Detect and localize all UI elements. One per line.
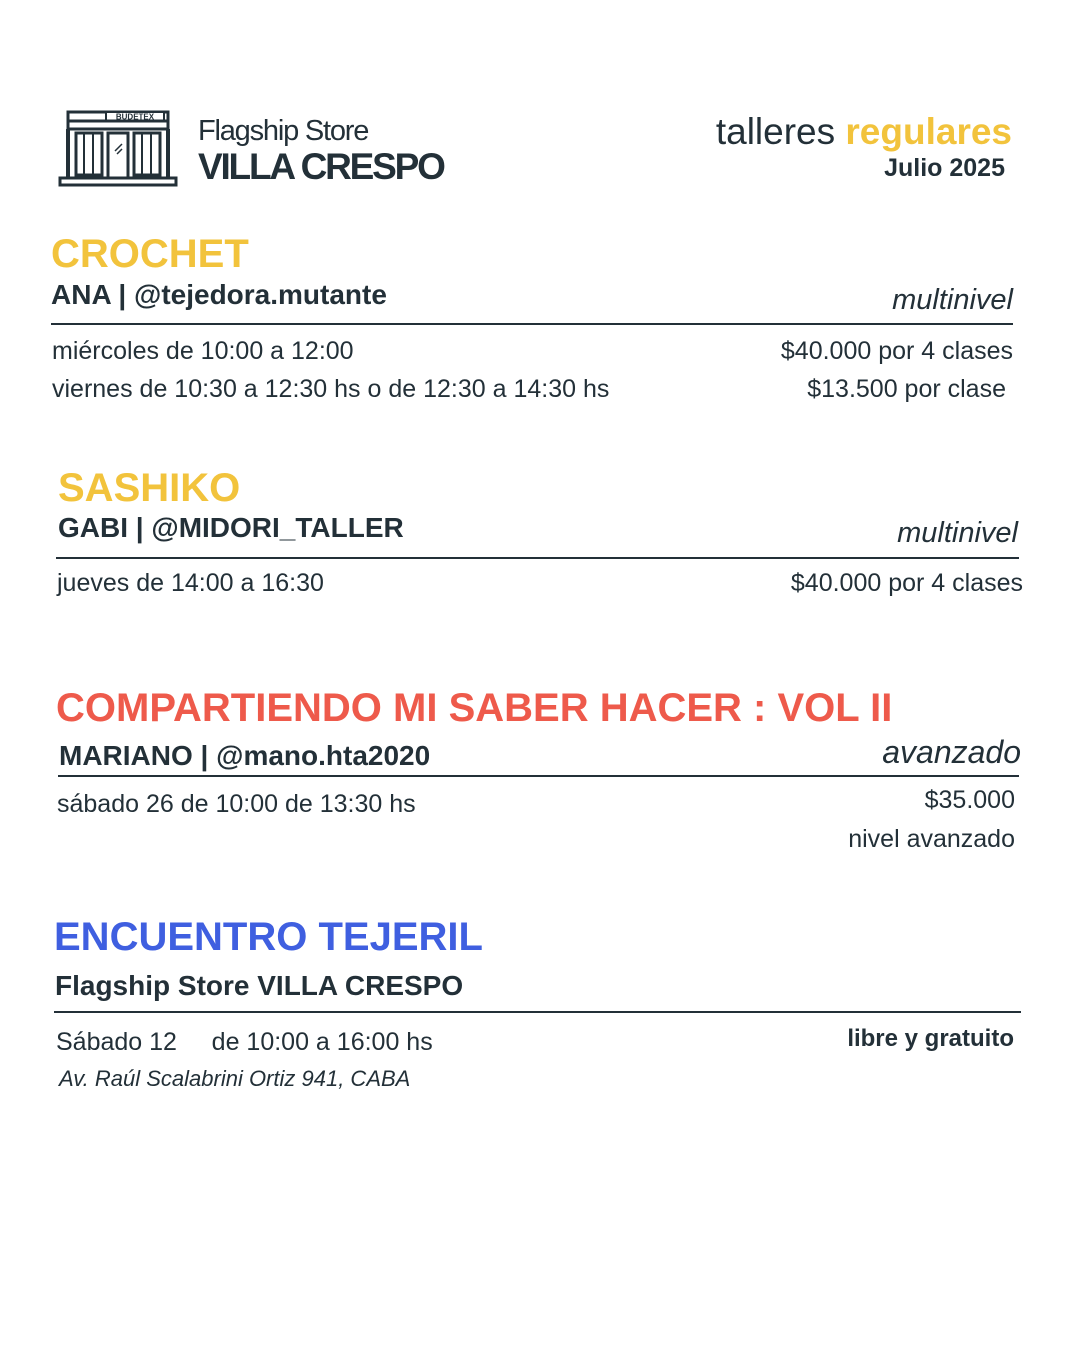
workshop-teacher-compartiendo: MARIANO | @mano.hta2020 xyxy=(59,740,431,771)
workshop-level-note-compartiendo: nivel avanzado xyxy=(848,825,1015,853)
title-accent: regulares xyxy=(845,111,1012,152)
workshop-address-encuentro: Av. Raúl Scalabrini Ortiz 941, CABA xyxy=(59,1066,411,1091)
workshop-teacher-sashiko: GABI | @MIDORI_TALLER xyxy=(58,512,404,543)
workshop-title-compartiendo: COMPARTIENDO MI SABER HACER : VOL II xyxy=(56,686,893,730)
workshop-title-encuentro: ENCUENTRO TEJERIL xyxy=(54,915,483,959)
store-logo-icon xyxy=(58,108,178,190)
workshop-price-encuentro: libre y gratuito xyxy=(847,1025,1014,1052)
divider xyxy=(58,775,1019,777)
workshop-host-encuentro: Flagship Store VILLA CRESPO xyxy=(55,970,464,1001)
page-subtitle: Julio 2025 xyxy=(884,154,1005,182)
divider xyxy=(54,1011,1021,1013)
page-title xyxy=(716,111,1012,153)
workshop-schedule-crochet-2: viernes de 10:30 a 12:30 hs o de 12:30 a 14:30 hs xyxy=(52,375,610,403)
divider xyxy=(56,557,1019,559)
workshop-price-crochet-1: $40.000 por 4 clases xyxy=(780,337,1013,365)
workshop-schedule-encuentro: Sábado 12 de 10:00 a 16:00 hs xyxy=(56,1028,433,1056)
workshop-title-crochet: CROCHET xyxy=(51,232,249,276)
workshop-price-sashiko: $40.000 por 4 clases xyxy=(790,569,1023,597)
workshop-schedule-crochet-1: miércoles de 10:00 a 12:00 xyxy=(52,337,354,365)
logo-sign-text: BUDETEX xyxy=(115,112,155,122)
store-name-line2: VILLA CRESPO xyxy=(198,146,444,187)
workshop-schedule-compartiendo: sábado 26 de 10:00 de 13:30 hs xyxy=(57,790,416,818)
workshop-level-sashiko: multinivel xyxy=(897,517,1018,549)
workshop-level-compartiendo: avanzado xyxy=(882,734,1021,770)
workshop-price-compartiendo: $35.000 xyxy=(924,786,1015,814)
workshop-price-crochet-2: $13.500 por clase xyxy=(807,375,1006,403)
workshop-schedule-sashiko: jueves de 14:00 a 16:30 xyxy=(57,569,324,597)
title-plain: talleres xyxy=(715,111,846,152)
workshop-title-sashiko: SASHIKO xyxy=(58,466,241,510)
store-name-line1: Flagship Store xyxy=(198,115,369,147)
workshop-teacher-crochet: ANA | @tejedora.mutante xyxy=(51,279,387,310)
divider xyxy=(51,323,1013,325)
workshop-level-crochet: multinivel xyxy=(892,284,1013,316)
